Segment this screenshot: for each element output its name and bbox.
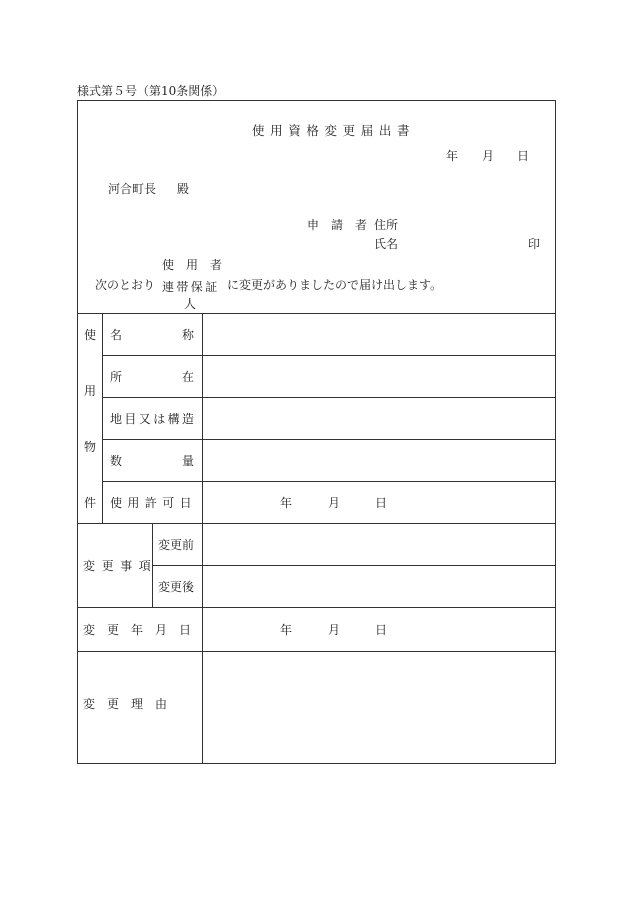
property-name-label: 名 称 [110,328,195,342]
change-before-label: 変更前 [158,538,195,552]
change-reason-field[interactable] [210,660,540,755]
permit-date-month[interactable]: 月 [328,496,341,510]
seal-mark: 印 [528,237,541,251]
change-after-label: 変更後 [158,580,195,594]
applicant-address-label: 住所 [374,218,399,232]
date-year-label: 年 [446,149,459,163]
notice-prefix: 次のとおり [95,278,156,292]
change-date-day[interactable]: 日 [375,623,388,637]
addressee-name: 河合町長 [108,182,157,196]
property-group-label-char: 物 [84,440,97,454]
change-reason-label: 変 更 理 由 [83,697,168,711]
table-divider [77,313,556,314]
addressee-honorific: 殿 [177,182,190,196]
property-quantity-label: 数 量 [110,454,195,468]
form-title: 使用資格変更届出書 [252,123,416,138]
applicant-address-field[interactable] [404,214,544,232]
property-group-label-char: 用 [84,384,97,398]
applicant-name-field[interactable] [404,233,524,251]
applicant-name-label: 氏名 [374,237,399,251]
property-permit-date-label: 使用許可日 [110,496,198,510]
table-divider [102,313,103,523]
change-date-month[interactable]: 月 [328,623,341,637]
property-location-label: 所 在 [110,370,195,384]
permit-date-year[interactable]: 年 [280,496,293,510]
table-divider [77,607,556,608]
applicant-label: 申 請 者 [307,218,368,232]
notice-option-user[interactable]: 使 用 者 [162,258,223,272]
property-group-label-char: 件 [84,496,97,510]
date-month-label: 月 [482,149,495,163]
notice-option-guarantor-cont: 人 [184,297,197,311]
notice-option-guarantor[interactable]: 連帯保証 [162,280,220,294]
table-divider [77,523,556,524]
table-divider [202,313,203,764]
date-day-label: 日 [517,149,530,163]
change-date-label: 変 更 年 月 日 [83,623,192,637]
table-divider [102,355,556,356]
change-items-label: 変更事項 [83,559,158,573]
form-number: 様式第５号（第10条関係） [77,84,225,98]
notice-suffix: に変更がありましたので届け出します。 [227,278,443,292]
property-group-label-char: 使 [84,328,97,342]
permit-date-day[interactable]: 日 [375,496,388,510]
table-divider [102,481,556,482]
change-date-year[interactable]: 年 [280,623,293,637]
table-divider [102,397,556,398]
property-land-type-label: 地目又は構造 [110,412,197,426]
table-divider [102,439,556,440]
table-divider [77,651,556,652]
table-divider [152,565,556,566]
